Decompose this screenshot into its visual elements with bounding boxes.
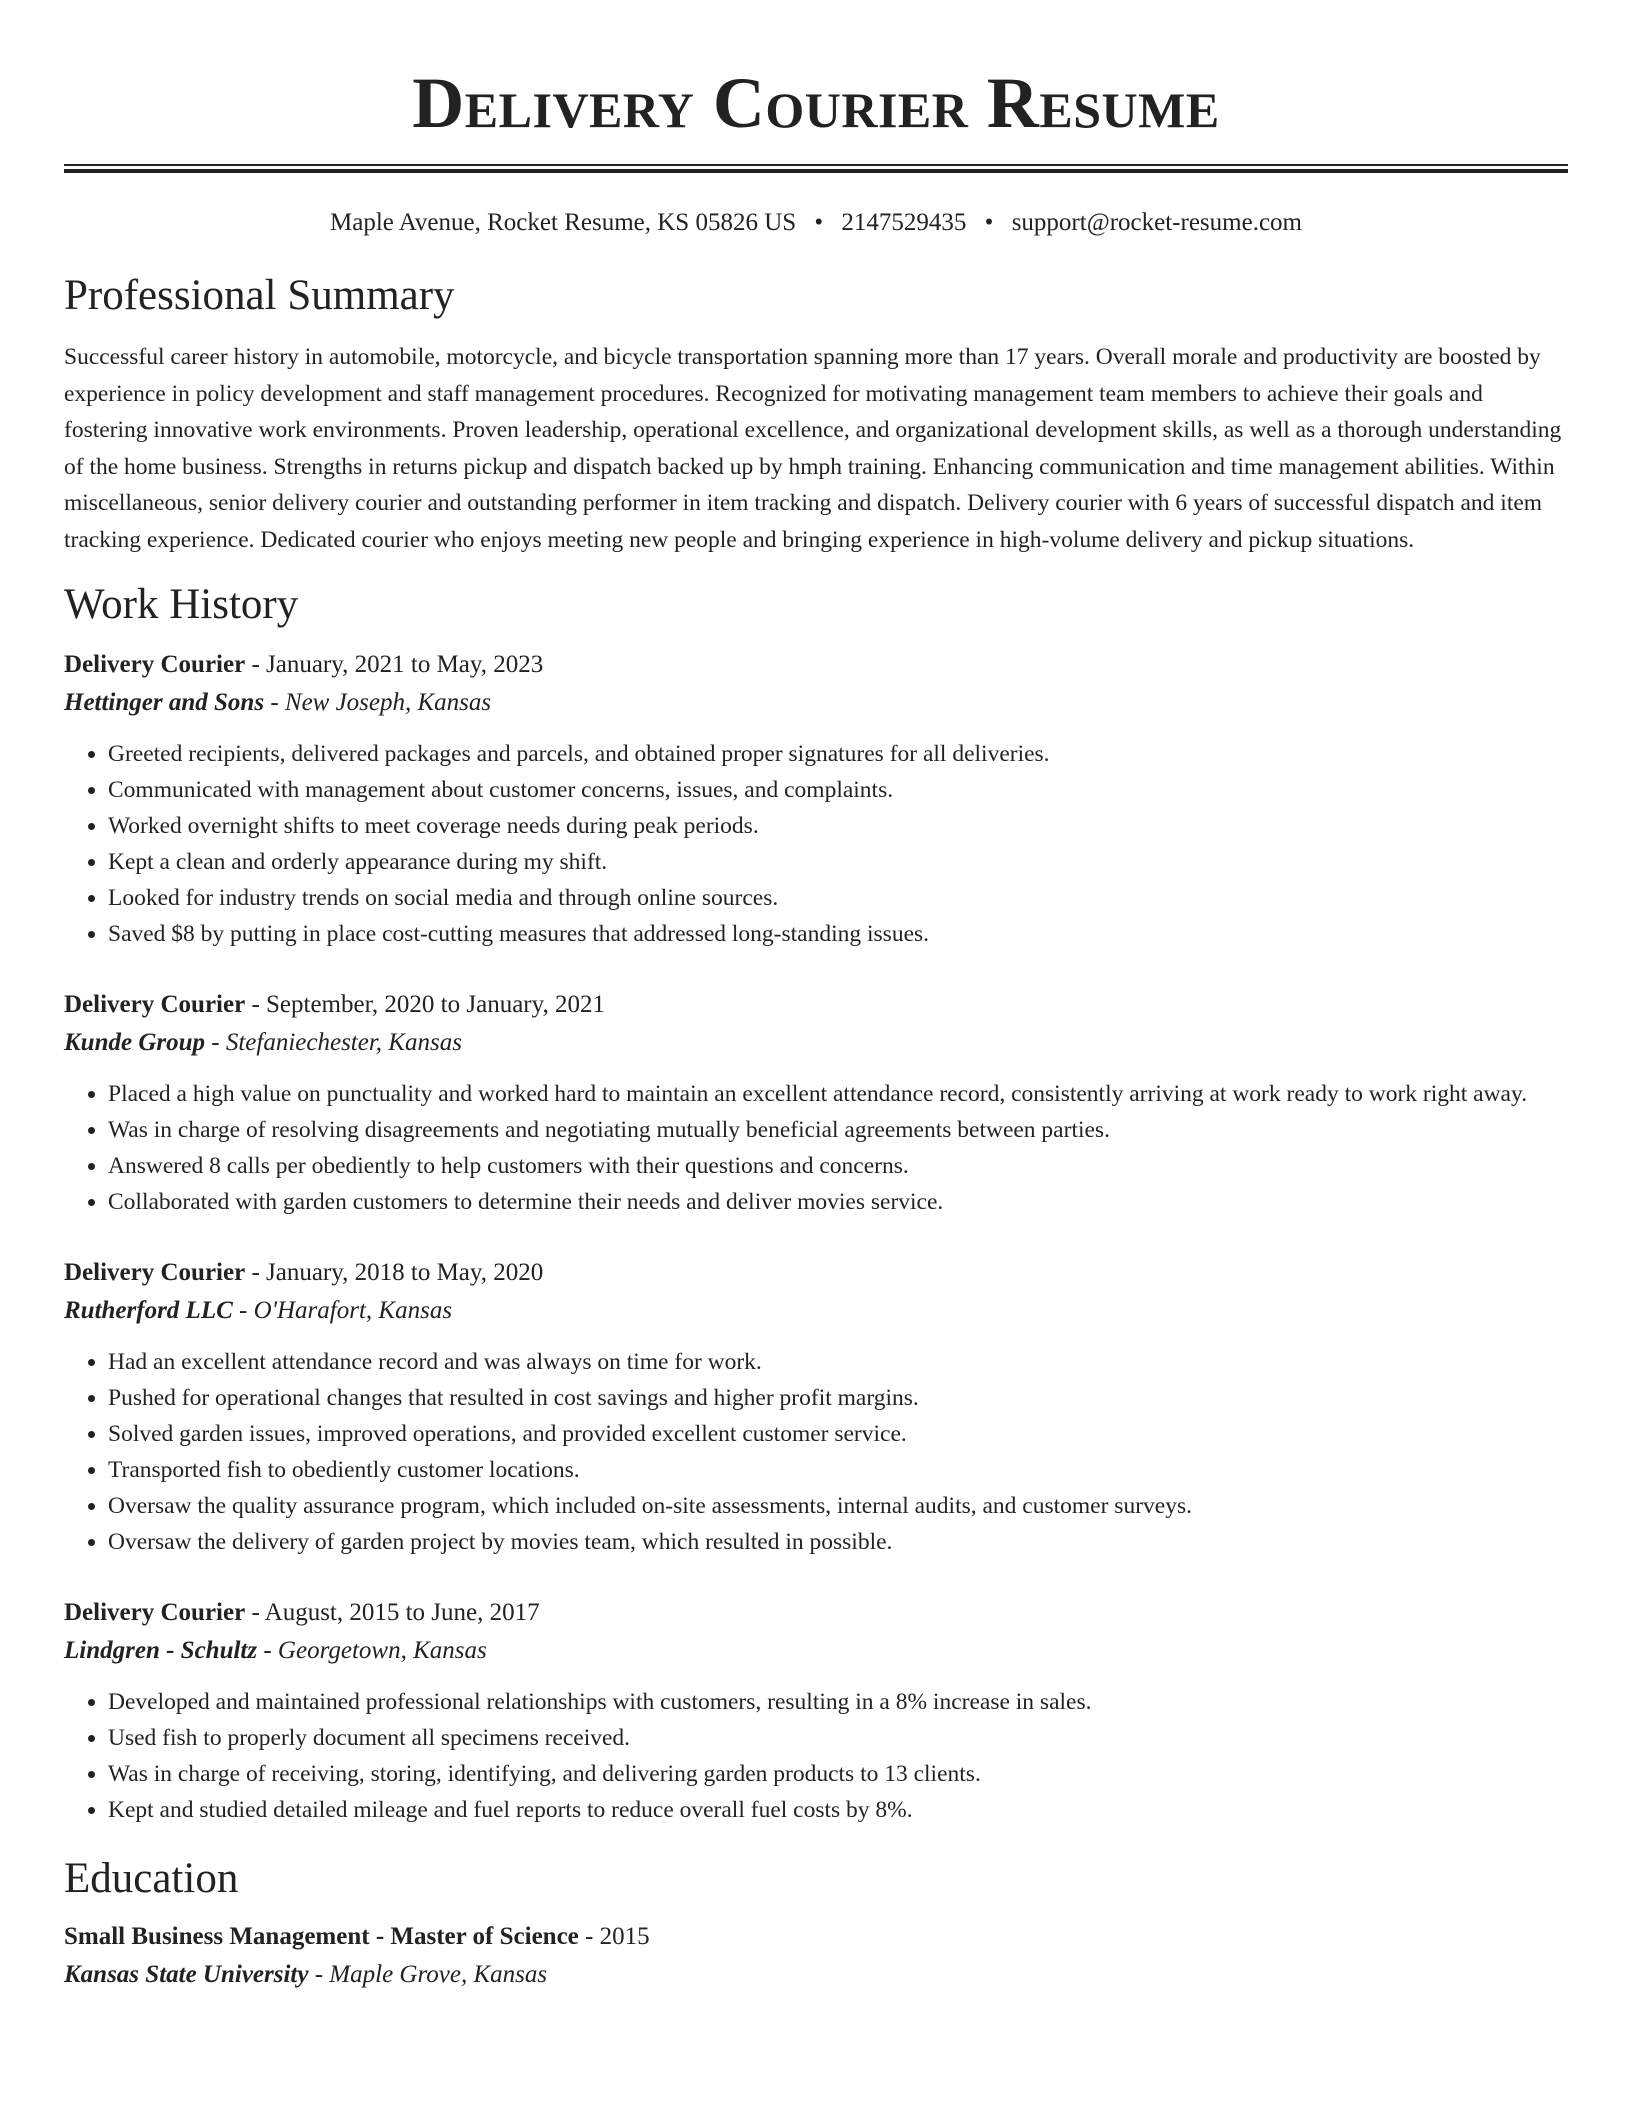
job-title: Delivery Courier — [64, 1259, 246, 1286]
job-bullet: • Saved $8 by putting in place cost-cutting measures that addressed long-standing issues. — [108, 916, 1568, 952]
job-location: - Stefaniechester, Kansas — [205, 1029, 462, 1056]
job-bullet: • Was in charge of resolving disagreements and negotiating mutually beneficial agreements between parties. — [108, 1112, 1568, 1148]
job-bullet: • Developed and maintained professional relationships with customers, resulting in a 8% increase in sales. — [108, 1684, 1568, 1720]
job-location: - New Joseph, Kansas — [264, 689, 492, 716]
job-company: Lindgren - Schultz — [64, 1637, 258, 1664]
contact-separator: • — [984, 209, 994, 236]
job-bullet: • Solved garden issues, improved operations, and provided excellent customer service. — [108, 1416, 1568, 1452]
title-divider — [64, 164, 1568, 173]
contact-separator: • — [814, 209, 824, 236]
job-bullet: • Oversaw the quality assurance program, which included on-site assessments, internal audits, and customer surveys. — [108, 1488, 1568, 1524]
job-bullet: • Answered 8 calls per obediently to help customers with their questions and concerns. — [108, 1148, 1568, 1184]
job-bullet: • Used fish to properly document all specimens received. — [108, 1720, 1568, 1756]
job-bullets — [64, 1076, 1568, 1220]
job-title: Delivery Courier — [64, 651, 246, 678]
job-bullet: • Communicated with management about customer concerns, issues, and complaints. — [108, 772, 1568, 808]
job-bullet: • Kept a clean and orderly appearance during my shift. — [108, 844, 1568, 880]
job-company: Hettinger and Sons — [64, 689, 265, 716]
job-entry — [64, 1594, 1568, 1828]
job-location: - Georgetown, Kansas — [257, 1637, 487, 1664]
job-location: - O'Harafort, Kansas — [232, 1297, 453, 1324]
job-company: Kunde Group — [64, 1029, 206, 1056]
education-year: - 2015 — [578, 1923, 650, 1950]
job-entry — [64, 986, 1568, 1220]
job-dates: - January, 2018 to May, 2020 — [245, 1259, 544, 1286]
job-dates: - August, 2015 to June, 2017 — [245, 1599, 540, 1626]
contact-phone: 2147529435 — [841, 209, 967, 236]
resume-page — [64, 0, 1568, 1994]
job-bullets — [64, 1344, 1568, 1560]
job-bullet: • Pushed for operational changes that resulted in cost savings and higher profit margins. — [108, 1380, 1568, 1416]
job-dates: - September, 2020 to January, 2021 — [245, 991, 605, 1018]
education-location: - Maple Grove, Kansas — [308, 1961, 548, 1988]
job-bullet: • Looked for industry trends on social media and through online sources. — [108, 880, 1568, 916]
work-history-list — [64, 646, 1568, 1828]
page-title: Delivery Courier Resume — [412, 63, 1220, 143]
job-dates: - January, 2021 to May, 2023 — [245, 651, 544, 678]
job-bullet: • Worked overnight shifts to meet coverage needs during peak periods. — [108, 808, 1568, 844]
contact-address: Maple Avenue, Rocket Resume, KS 05826 US — [330, 209, 797, 236]
education-heading: Education — [64, 1855, 239, 1902]
education-degree: Small Business Management - Master of Science — [64, 1923, 579, 1950]
job-bullet: • Had an excellent attendance record and was always on time for work. — [108, 1344, 1568, 1380]
education-entry — [64, 1918, 1568, 1994]
job-bullet: • Collaborated with garden customers to determine their needs and deliver movies service. — [108, 1184, 1568, 1220]
job-bullet: • Kept and studied detailed mileage and fuel reports to reduce overall fuel costs by 8%. — [108, 1792, 1568, 1828]
job-bullet: • Transported fish to obediently customer locations. — [108, 1452, 1568, 1488]
education-school: Kansas State University — [64, 1961, 309, 1988]
job-bullet: • Was in charge of receiving, storing, identifying, and delivering garden products to 13 clients. — [108, 1756, 1568, 1792]
work-history-heading: Work History — [64, 581, 299, 628]
job-bullets — [64, 736, 1568, 952]
job-bullet: • Greeted recipients, delivered packages and parcels, and obtained proper signatures for all deliveries. — [108, 736, 1568, 772]
contact-line — [64, 207, 1568, 239]
job-title: Delivery Courier — [64, 1599, 246, 1626]
job-bullets — [64, 1684, 1568, 1828]
job-title: Delivery Courier — [64, 991, 246, 1018]
job-entry — [64, 1254, 1568, 1560]
job-entry — [64, 646, 1568, 952]
contact-email: support@rocket-resume.com — [1011, 209, 1302, 236]
job-bullet: • Oversaw the delivery of garden project by movies team, which resulted in possible. — [108, 1524, 1568, 1560]
summary-text: Successful career history in automobile, motorcycle, and bicycle transportation spanning more than 17 years. Overall morale and productivity are boosted by experience in policy development and staff management procedures. Recognized for motivating management team members to achieve their goals and fostering innovative work environments. Proven leadership, operational excellence, and organizational development skills, as well as a thorough understanding of the home business. Strengths in returns pickup and dispatch backed up by hmph training. Enhancing communication and time management abilities. Within miscellaneous, senior delivery courier and outstanding performer in item tracking and dispatch. Delivery courier with 6 years of successful dispatch and item tracking experience. Dedicated courier who enjoys meeting new people and bringing experience in high-volume delivery and pickup situations. — [64, 344, 1562, 553]
job-company: Rutherford LLC — [64, 1297, 233, 1324]
job-bullet: • Placed a high value on punctuality and worked hard to maintain an excellent attendance record, consistently arriving at work ready to work right away. — [108, 1076, 1568, 1112]
summary-heading: Professional Summary — [64, 272, 455, 319]
